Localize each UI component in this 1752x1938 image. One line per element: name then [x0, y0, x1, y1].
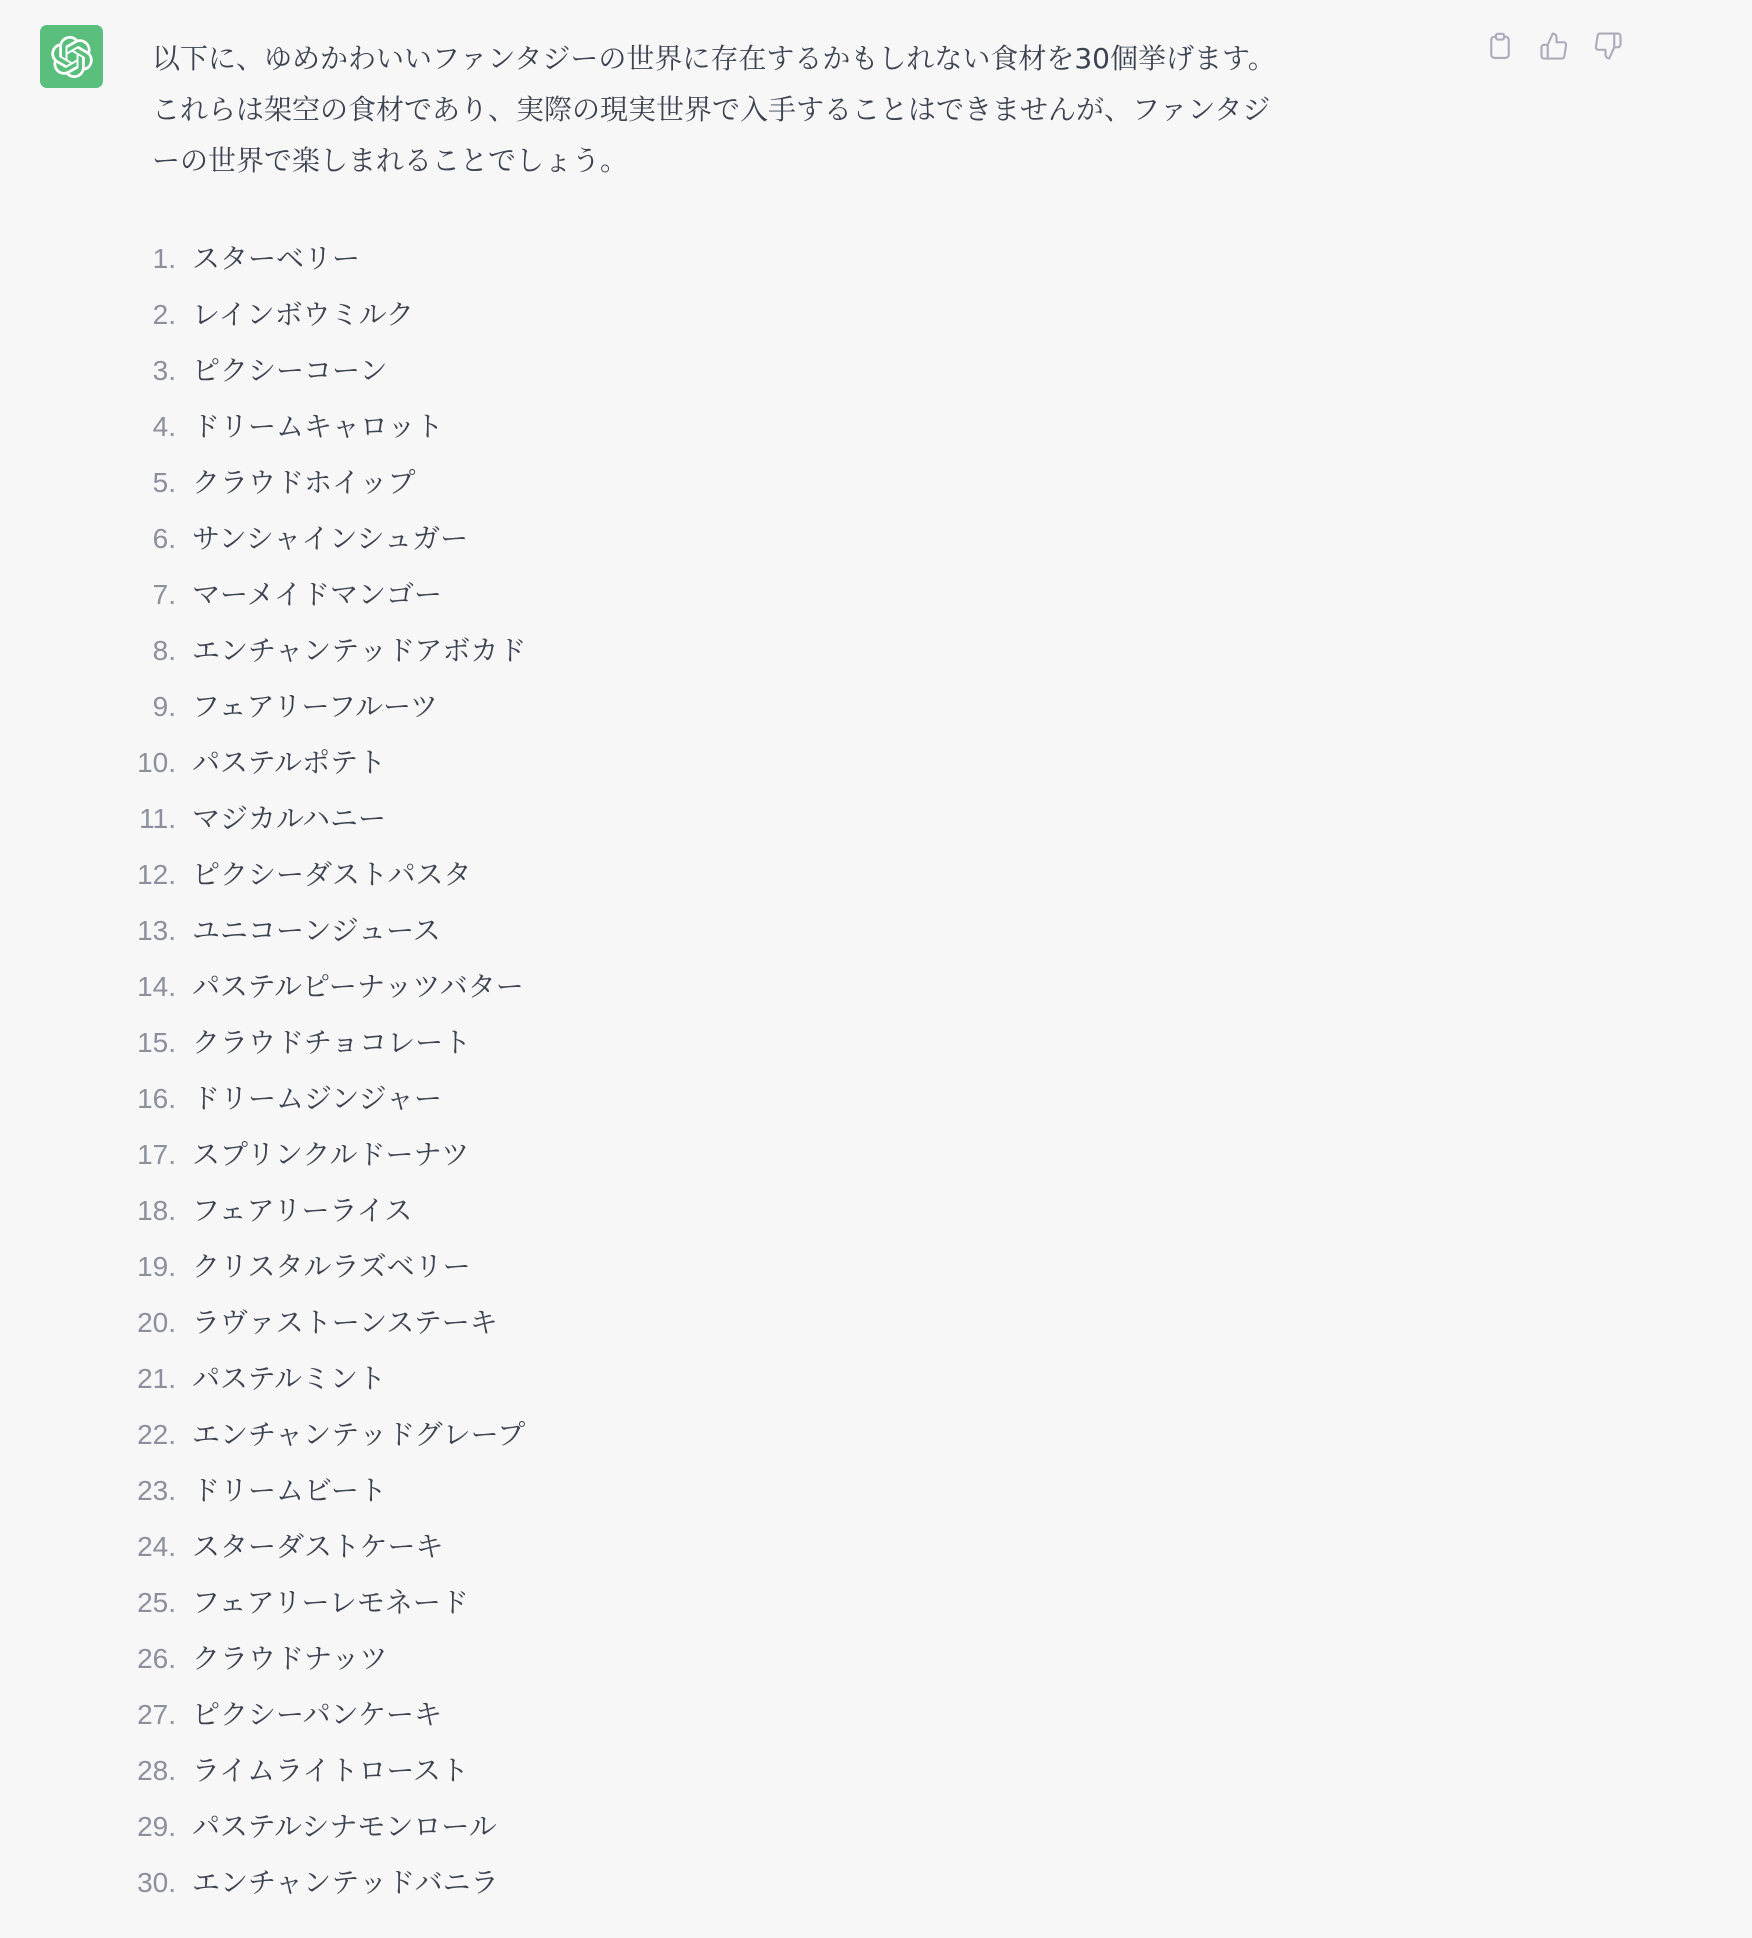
- list-item-text: ピクシーパンケーキ: [192, 1698, 443, 1731]
- list-item: [152, 399, 1272, 455]
- list-item-number: 11.: [139, 803, 176, 834]
- list-item-text: エンチャンテッドアボカド: [192, 634, 527, 667]
- list-item-number: 6.: [152, 523, 176, 554]
- list-item: [137, 1575, 1272, 1631]
- list-item-text: エンチャンテッドグレープ: [192, 1418, 526, 1451]
- list-item-number: 22.: [137, 1419, 176, 1450]
- list-item-text: フェアリーフルーツ: [192, 690, 438, 723]
- thumbs-down-icon: [1593, 31, 1623, 61]
- list-item-text: エンチャンテッドバニラ: [192, 1866, 499, 1899]
- intro-line: これらは架空の食材であり、実際の現実世界で入手することはできませんが、ファンタジ: [152, 93, 1271, 126]
- list-item: [152, 511, 1272, 567]
- list-item: [137, 1743, 1272, 1799]
- thumbs-up-icon: [1539, 31, 1569, 61]
- list-item-number: 18.: [137, 1195, 176, 1226]
- list-item: [137, 1463, 1272, 1519]
- list-item-number: 12.: [137, 859, 176, 890]
- list-item-text: パステルピーナッツバター: [192, 970, 524, 1003]
- list-item: [137, 1519, 1272, 1575]
- intro-line: ーの世界で楽しまれることでしょう。: [152, 144, 629, 177]
- list-item-text: ピクシーダストパスタ: [192, 858, 472, 891]
- list-item: [152, 567, 1272, 623]
- list-item-text: ライムライトロースト: [192, 1754, 469, 1787]
- list-item-number: 30.: [137, 1867, 176, 1898]
- list-item-number: 1.: [152, 243, 176, 274]
- list-item: [137, 1295, 1272, 1351]
- list-item-text: ドリームキャロット: [192, 410, 444, 443]
- list-item-text: スターベリー: [192, 242, 361, 275]
- list-item: [137, 735, 1272, 791]
- list-item-number: 2.: [152, 299, 176, 330]
- list-item-text: マジカルハニー: [192, 802, 387, 835]
- list-item-number: 7.: [152, 579, 176, 610]
- list-item-number: 27.: [137, 1699, 176, 1730]
- thumbs-up-button[interactable]: [1538, 28, 1570, 64]
- list-item-text: クラウドホイップ: [192, 466, 416, 499]
- intro-paragraph: [152, 33, 1276, 186]
- list-item-number: 4.: [152, 411, 176, 442]
- list-item-number: 3.: [152, 355, 176, 386]
- list-item-text: スプリンクルドーナツ: [192, 1138, 470, 1171]
- list-item-number: 23.: [137, 1475, 176, 1506]
- list-item: [139, 791, 1272, 847]
- list-item-text: ドリームジンジャー: [192, 1082, 443, 1115]
- intro-line: 以下に、ゆめかわいいファンタジーの世界に存在するかもしれない食材を30個挙げます。: [152, 42, 1276, 75]
- list-item: [137, 1127, 1272, 1183]
- list-item-text: サンシャインシュガー: [192, 522, 469, 555]
- list-item-number: 8.: [152, 635, 176, 666]
- list-item-text: ラヴァストーンステーキ: [192, 1306, 498, 1339]
- list-item: [137, 1407, 1272, 1463]
- message-content: [137, 33, 1276, 1911]
- list-item: [152, 623, 1272, 679]
- list-item-text: パステルポテト: [192, 746, 387, 779]
- list-item-number: 28.: [137, 1755, 176, 1786]
- clipboard-icon: [1485, 31, 1515, 61]
- list-item: [137, 1071, 1272, 1127]
- list-item-text: ドリームビート: [192, 1474, 387, 1507]
- list-item-number: 10.: [137, 747, 176, 778]
- message-action-bar: [1484, 28, 1624, 64]
- thumbs-down-button[interactable]: [1592, 28, 1624, 64]
- list-item-number: 14.: [137, 971, 176, 1002]
- list-item-text: クラウドチョコレート: [192, 1026, 472, 1059]
- assistant-avatar: [40, 25, 103, 88]
- list-item: [152, 287, 1272, 343]
- list-item-number: 16.: [137, 1083, 176, 1114]
- list-item-text: ユニコーンジュース: [192, 914, 441, 947]
- list-item-text: ピクシーコーン: [192, 354, 388, 387]
- list-item-text: パステルシナモンロール: [192, 1810, 497, 1843]
- list-item-text: スターダストケーキ: [192, 1530, 444, 1563]
- list-item-number: 26.: [137, 1643, 176, 1674]
- list-item-number: 24.: [137, 1531, 176, 1562]
- copy-button[interactable]: [1484, 28, 1516, 64]
- list-item-number: 13.: [137, 915, 176, 946]
- list-item: [152, 231, 1272, 287]
- list-item: [152, 343, 1272, 399]
- list-item-text: クリスタルラズベリー: [192, 1250, 471, 1283]
- openai-logo-icon: [51, 36, 93, 78]
- list-item: [137, 959, 1272, 1015]
- list-item-text: クラウドナッツ: [192, 1642, 388, 1675]
- list-item-number: 9.: [152, 691, 176, 722]
- list-item: [152, 455, 1272, 511]
- list-item-number: 25.: [137, 1587, 176, 1618]
- list-item: [137, 1799, 1272, 1855]
- list-item-number: 19.: [137, 1251, 176, 1282]
- list-item-number: 29.: [137, 1811, 176, 1842]
- list-item-number: 15.: [137, 1027, 176, 1058]
- list-item-number: 20.: [137, 1307, 176, 1338]
- list-item-number: 17.: [137, 1139, 176, 1170]
- list-item: [137, 1015, 1272, 1071]
- list-item: [137, 847, 1272, 903]
- list-item: [137, 1351, 1272, 1407]
- list-item: [137, 1687, 1272, 1743]
- list-item: [137, 1183, 1272, 1239]
- list-item: [137, 903, 1272, 959]
- list-item-text: マーメイドマンゴー: [192, 578, 443, 611]
- list-item: [137, 1631, 1272, 1687]
- list-item-text: フェアリーライス: [192, 1194, 413, 1227]
- list-item: [137, 1855, 1272, 1911]
- list-item-text: フェアリーレモネード: [192, 1586, 469, 1619]
- list-item-number: 21.: [137, 1363, 176, 1394]
- list-item: [152, 679, 1272, 735]
- list-item-number: 5.: [152, 467, 176, 498]
- list-item: [137, 1239, 1272, 1295]
- food-item-list: [137, 231, 1272, 1911]
- list-item-text: レインボウミルク: [192, 298, 415, 331]
- list-item-text: パステルミント: [192, 1362, 387, 1395]
